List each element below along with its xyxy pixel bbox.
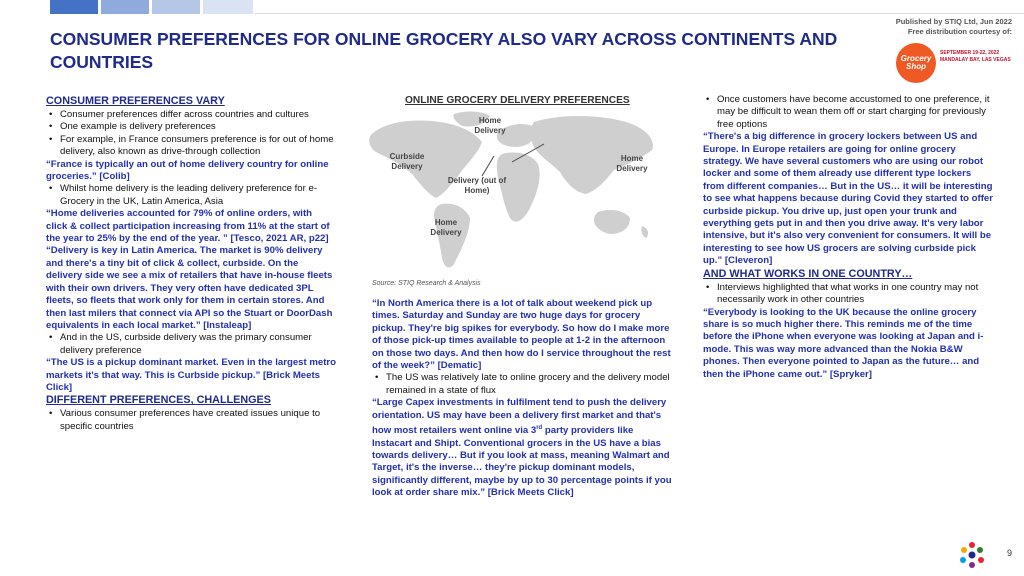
list-item: • The US was relatively late to online grocery and the delivery model remained in a state of flux bbox=[386, 372, 672, 397]
bullet-list bbox=[46, 183, 336, 208]
map-label-asia: Home Delivery bbox=[616, 154, 648, 173]
publisher-note bbox=[782, 17, 1012, 37]
bar-segment bbox=[50, 0, 98, 14]
list-item: • One example is delivery preferences bbox=[60, 121, 336, 133]
bar-segment bbox=[203, 0, 253, 14]
section-heading-one-country: AND WHAT WORKS IN ONE COUNTRY… bbox=[703, 267, 913, 280]
map-label-south-america: Home Delivery bbox=[430, 218, 462, 237]
top-divider bbox=[255, 13, 1024, 14]
quote-tesco: “Home deliveries accounted for 79% of online orders, with click & collect participation increasing from 11% at the start of the year to 25% by the end of the year. ” [Tesco, 2021 AR, p22] bbox=[46, 208, 330, 245]
list-item: • Interviews highlighted that what works in one country may not necessarily work in other countries bbox=[717, 282, 993, 307]
world-map bbox=[362, 108, 662, 278]
map-title: ONLINE GROCERY DELIVERY PREFERENCES bbox=[405, 95, 630, 106]
column-middle bbox=[372, 298, 672, 500]
bar-segment bbox=[152, 0, 200, 14]
map-source: Source: STIQ Research & Analysis bbox=[372, 280, 481, 287]
quote-instaleap: “Delivery is key in Latin America. The market is 90% delivery and there's a tiny bit of click & collect, curbside. On the delivery side we see a mix of retailers that have in-house fleets with their own drivers. They very often have dedicated 3PL fleets, so fleets that work only for them in certain stores. And then last milers that connect via API so the Stuart or DoorDash equivalents in each local market.” [Instaleap] bbox=[46, 245, 333, 331]
map-label-north-america: Curbside Delivery bbox=[389, 152, 425, 171]
world-map-graphic bbox=[362, 108, 662, 278]
quote-colib: “France is typically an out of home delivery country for online groceries.” [Colib] bbox=[46, 158, 329, 183]
list-item: • Consumer preferences differ across countries and cultures bbox=[60, 109, 336, 121]
event-dates: SEPTEMBER 19-22, 2022 MANDALAY BAY, LAS VEGAS bbox=[940, 50, 1011, 63]
section-heading-preferences-vary: CONSUMER PREFERENCES VARY bbox=[46, 95, 225, 107]
map-label-out-of-home: Delivery (out of Home) bbox=[447, 176, 507, 195]
distribution-line: Free distribution courtesy of: bbox=[907, 27, 1012, 36]
column-left bbox=[46, 95, 336, 433]
list-item: • For example, in France consumers preference is for out of home delivery, also known as drive-through collection bbox=[60, 134, 336, 159]
bullet-list bbox=[46, 332, 336, 357]
bullet-list bbox=[703, 94, 993, 131]
quote-cleveron: “There's a big difference in grocery lockers between US and Europe. In Europe retailers are going for online grocery strategy. We have several customers who are using our robot locker and some of them already use different type lockers from different companies… But in the US… it will be interesting to see what happens because during Covid they started to offer curbside pickup. You drive up, just open your trunk and everything gets put in and then you drive away. It's very labor intensive, but it's also very convenient for consumers. It will be interesting to see how US grocers are solving curbside pick up.” [Cleveron] bbox=[703, 131, 993, 267]
bullet-list bbox=[372, 372, 672, 397]
bullet-list bbox=[703, 282, 993, 307]
bar-segment bbox=[101, 0, 149, 14]
quote-brick-meets-click: “The US is a pickup dominant market. Even in the largest metro markets it's that way. This is Curbside pickup.” [Brick Meets Click] bbox=[46, 357, 337, 393]
list-item: • Whilst home delivery is the leading delivery preference for e-Grocery in the UK, Latin America, Asia bbox=[60, 183, 336, 208]
bullet-list bbox=[46, 408, 336, 433]
column-right bbox=[703, 94, 993, 381]
list-item: • Once customers have become accustomed to one preference, it may be difficult to wean them off or start charging for previously free options bbox=[717, 94, 993, 131]
top-decoration-bar bbox=[0, 0, 1024, 14]
groceryshop-logo: Grocery Shop bbox=[896, 43, 936, 83]
map-label-europe: Home Delivery bbox=[474, 116, 506, 135]
stiq-logo-icon bbox=[958, 540, 986, 570]
quote-brick-meets-click-capex: “Large Capex investments in fulfilment tend to push the delivery orientation. US may have been a delivery first market and that's how most retailers went online via 3rd party providers like Instacart and Shipt. Conventional grocers in the US have a bias towards delivery… But if you look at mass, meaning Walmart and Target, it's the inverse… they're pickup dominant models, significantly different, maybe by up to 30 percentage points if you look at order share mix.” [Brick Meets Click] bbox=[372, 397, 672, 499]
quote-spryker: “Everybody is looking to the UK because the online grocery share is so much higher there. This reminds me of the time before the iPhone when everyone was looking at Japan and i-mode. This was way more advanced than the Nokia B&W phones. Then everyone pointed to Japan as the future… and then the iPhone came out.” [Spryker] bbox=[703, 306, 984, 380]
published-line: Published by STIQ Ltd, Jun 2022 bbox=[895, 17, 1012, 26]
section-heading-challenges: DIFFERENT PREFERENCES, CHALLENGES bbox=[46, 394, 271, 407]
quote-dematic: “In North America there is a lot of talk about weekend pick up times. Saturday and Sunday are two huge days for grocery pickup. They're big spikes for everybody. So how do I make more of those pick-up times available to people at 1-2 in the afternoon on those two days. And then how do I service throughout the rest of the week?” [Dematic] bbox=[372, 298, 671, 372]
slide-title: CONSUMER PREFERENCES FOR ONLINE GROCERY ALSO VARY ACROSS CONTINENTS AND COUNTRIES bbox=[50, 29, 838, 72]
list-item: • And in the US, curbside delivery was the primary consumer delivery preference bbox=[60, 332, 336, 357]
bullet-list bbox=[46, 109, 336, 159]
list-item: • Various consumer preferences have created issues unique to specific countries bbox=[60, 408, 336, 433]
page-number: 9 bbox=[1006, 548, 1012, 558]
